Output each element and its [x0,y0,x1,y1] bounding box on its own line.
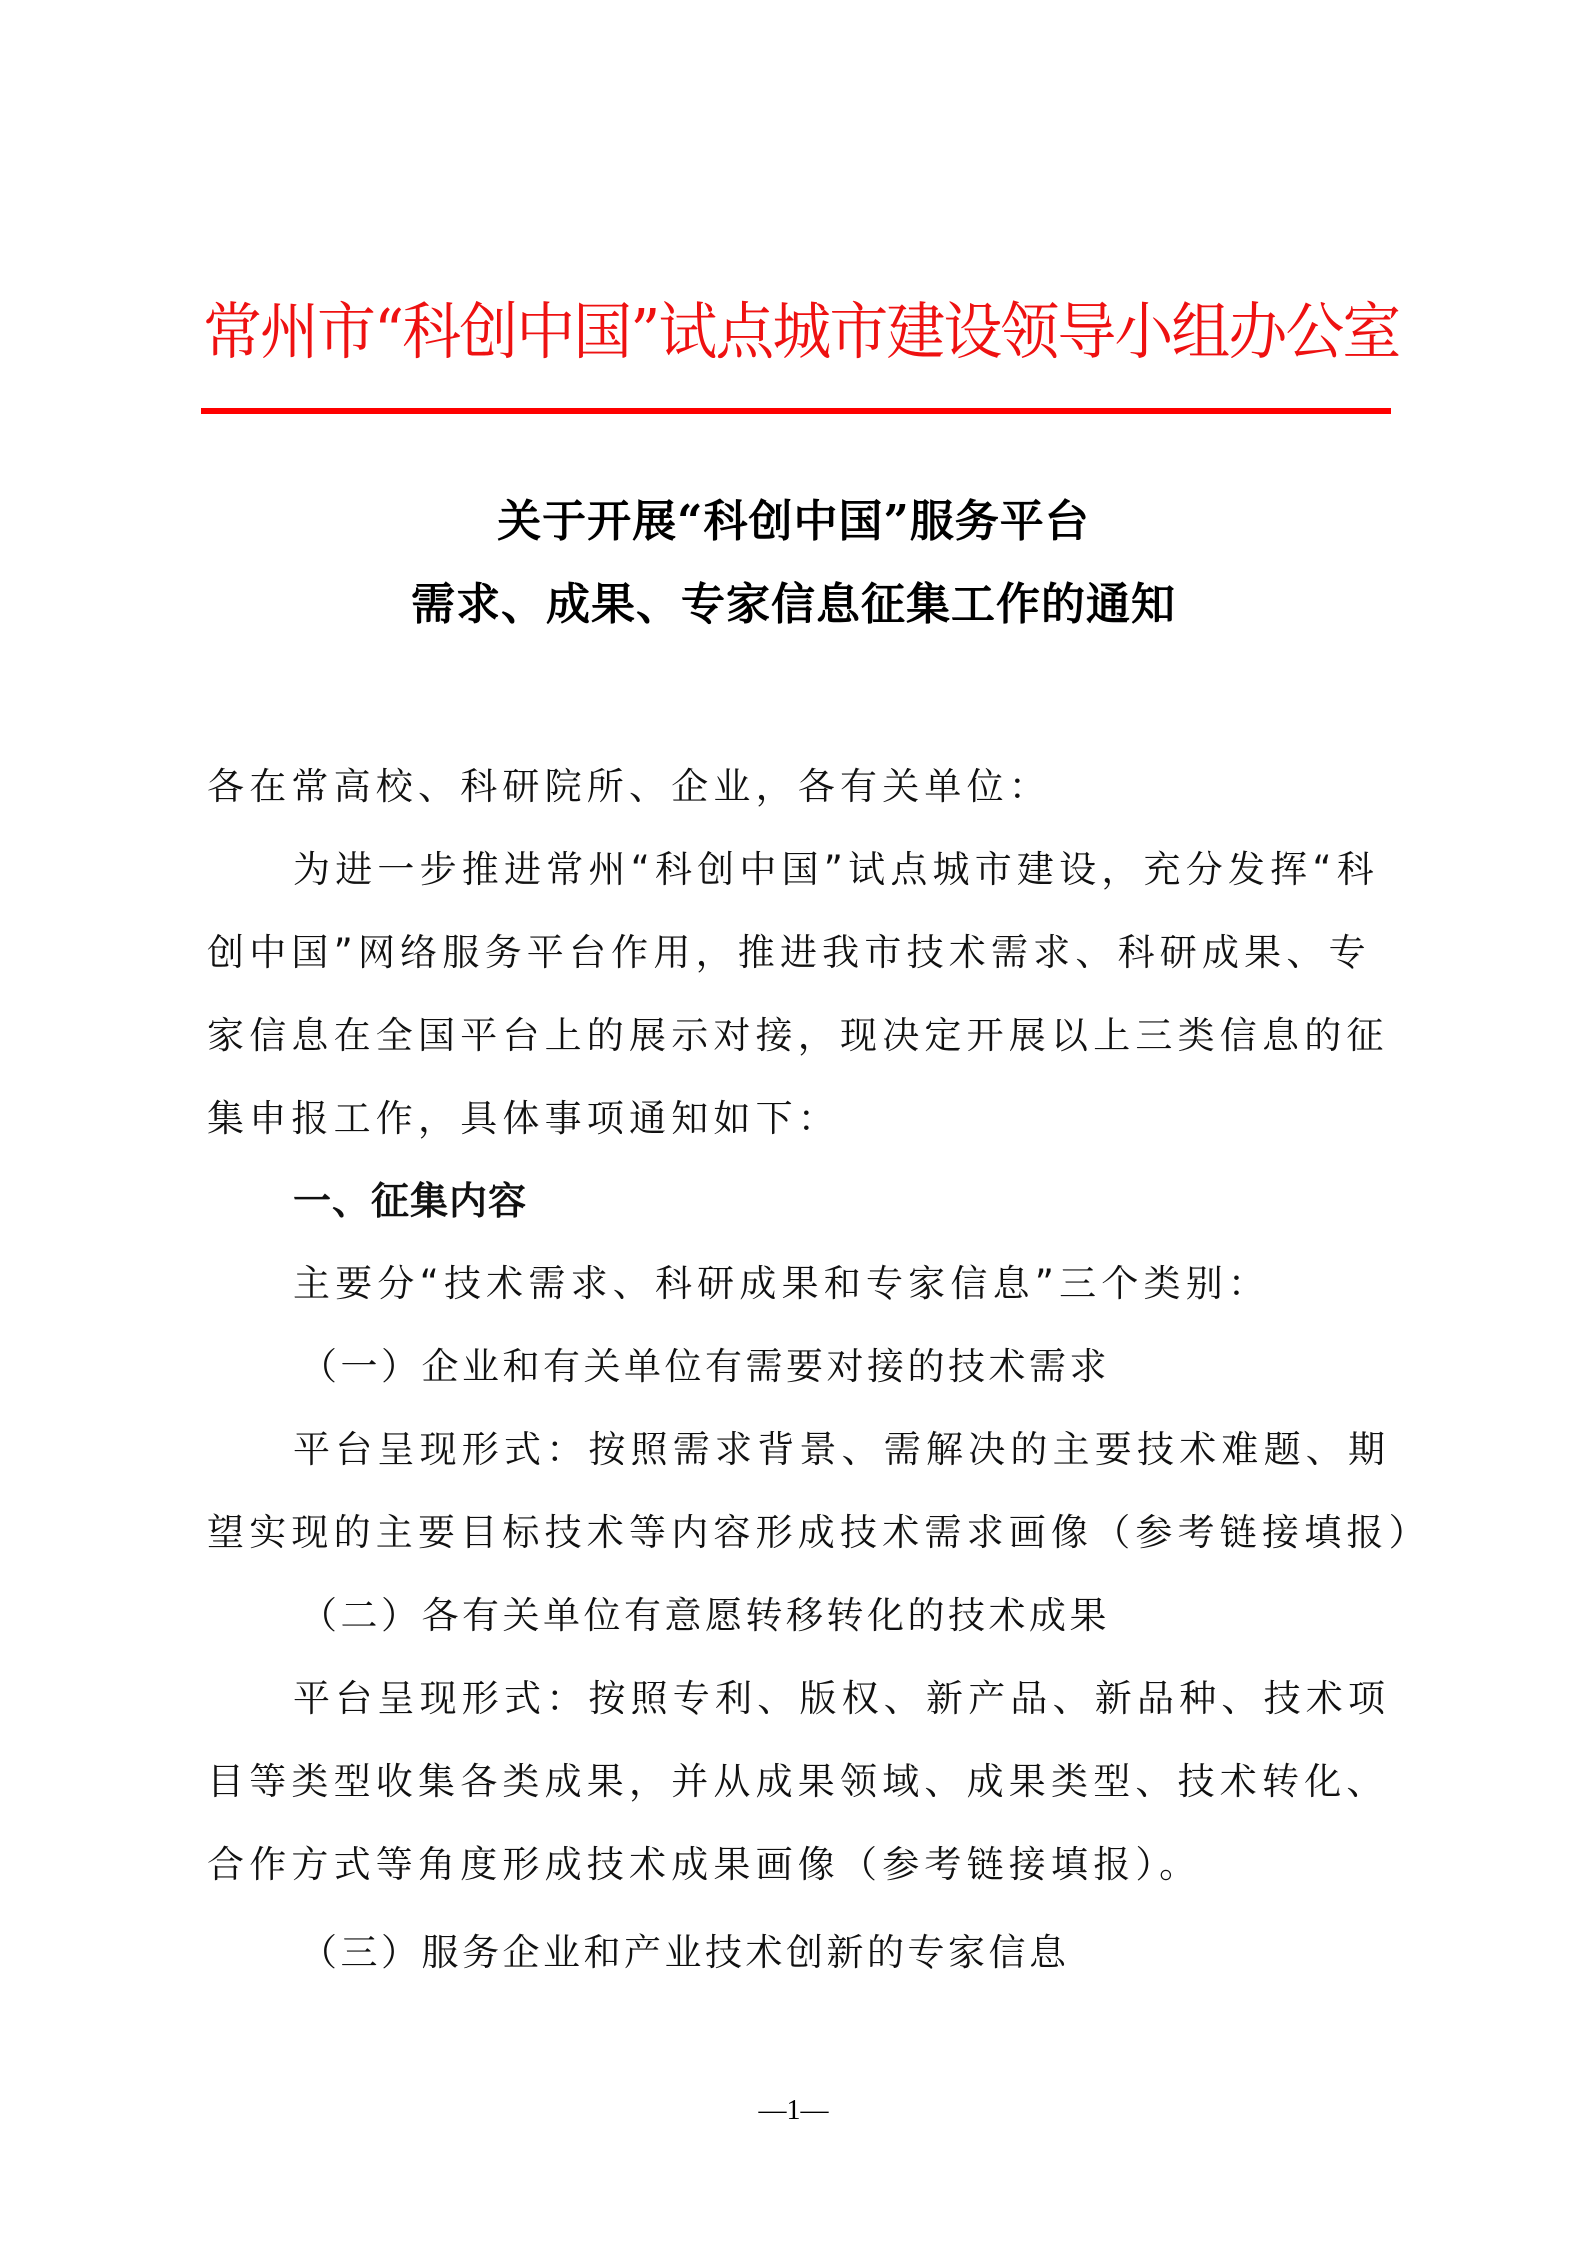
document-title-line-2: 需求、成果、专家信息征集工作的通知 [411,579,1176,630]
salutation: 各在常高校、科研院所、企业，各有关单位： [207,765,1051,808]
intro-paragraph-line: 为进一步推进常州“科创中国”试点城市建设，充分发挥“科 [293,848,1379,891]
subsection-heading: （二）各有关单位有意愿转移转化的技术成果 [300,1594,1110,1637]
subsection-paragraph-line: 望实现的主要目标技术等内容形成技术需求画像（参考链接填报） [207,1511,1431,1554]
letterhead [203,292,1400,372]
subsection-heading: （三）服务企业和产业技术创新的专家信息 [300,1931,1070,1974]
section-summary: 主要分“技术需求、科研成果和专家信息”三个类别： [293,1262,1271,1305]
subsection-paragraph-line: 平台呈现形式：按照专利、版权、新产品、新品种、技术项 [293,1677,1391,1720]
subsection-heading: （一）企业和有关单位有需要对接的技术需求 [300,1345,1110,1388]
issuer-name: 常州市“科创中国”试点城市建设领导小组办公室 [203,295,1400,368]
section-heading: 一、征集内容 [293,1179,528,1223]
page-number: —1— [758,2095,829,2126]
subsection-paragraph-line: 目等类型收集各类成果，并从成果领域、成果类型、技术转化、 [207,1760,1389,1803]
intro-paragraph-line: 集申报工作，具体事项通知如下： [207,1097,840,1140]
intro-paragraph-line: 家信息在全国平台上的展示对接，现决定开展以上三类信息的征 [207,1014,1389,1057]
subsection-paragraph-line: 合作方式等角度形成技术成果画像（参考链接填报）。 [207,1843,1202,1886]
red-divider-rule [201,408,1391,414]
subsection-paragraph-line: 平台呈现形式：按照需求背景、需解决的主要技术难题、期 [293,1428,1391,1471]
intro-paragraph-line: 创中国”网络服务平台作用，推进我市技术需求、科研成果、专 [207,931,1371,974]
document-title-line-1: 关于开展“科创中国”服务平台 [497,496,1090,547]
